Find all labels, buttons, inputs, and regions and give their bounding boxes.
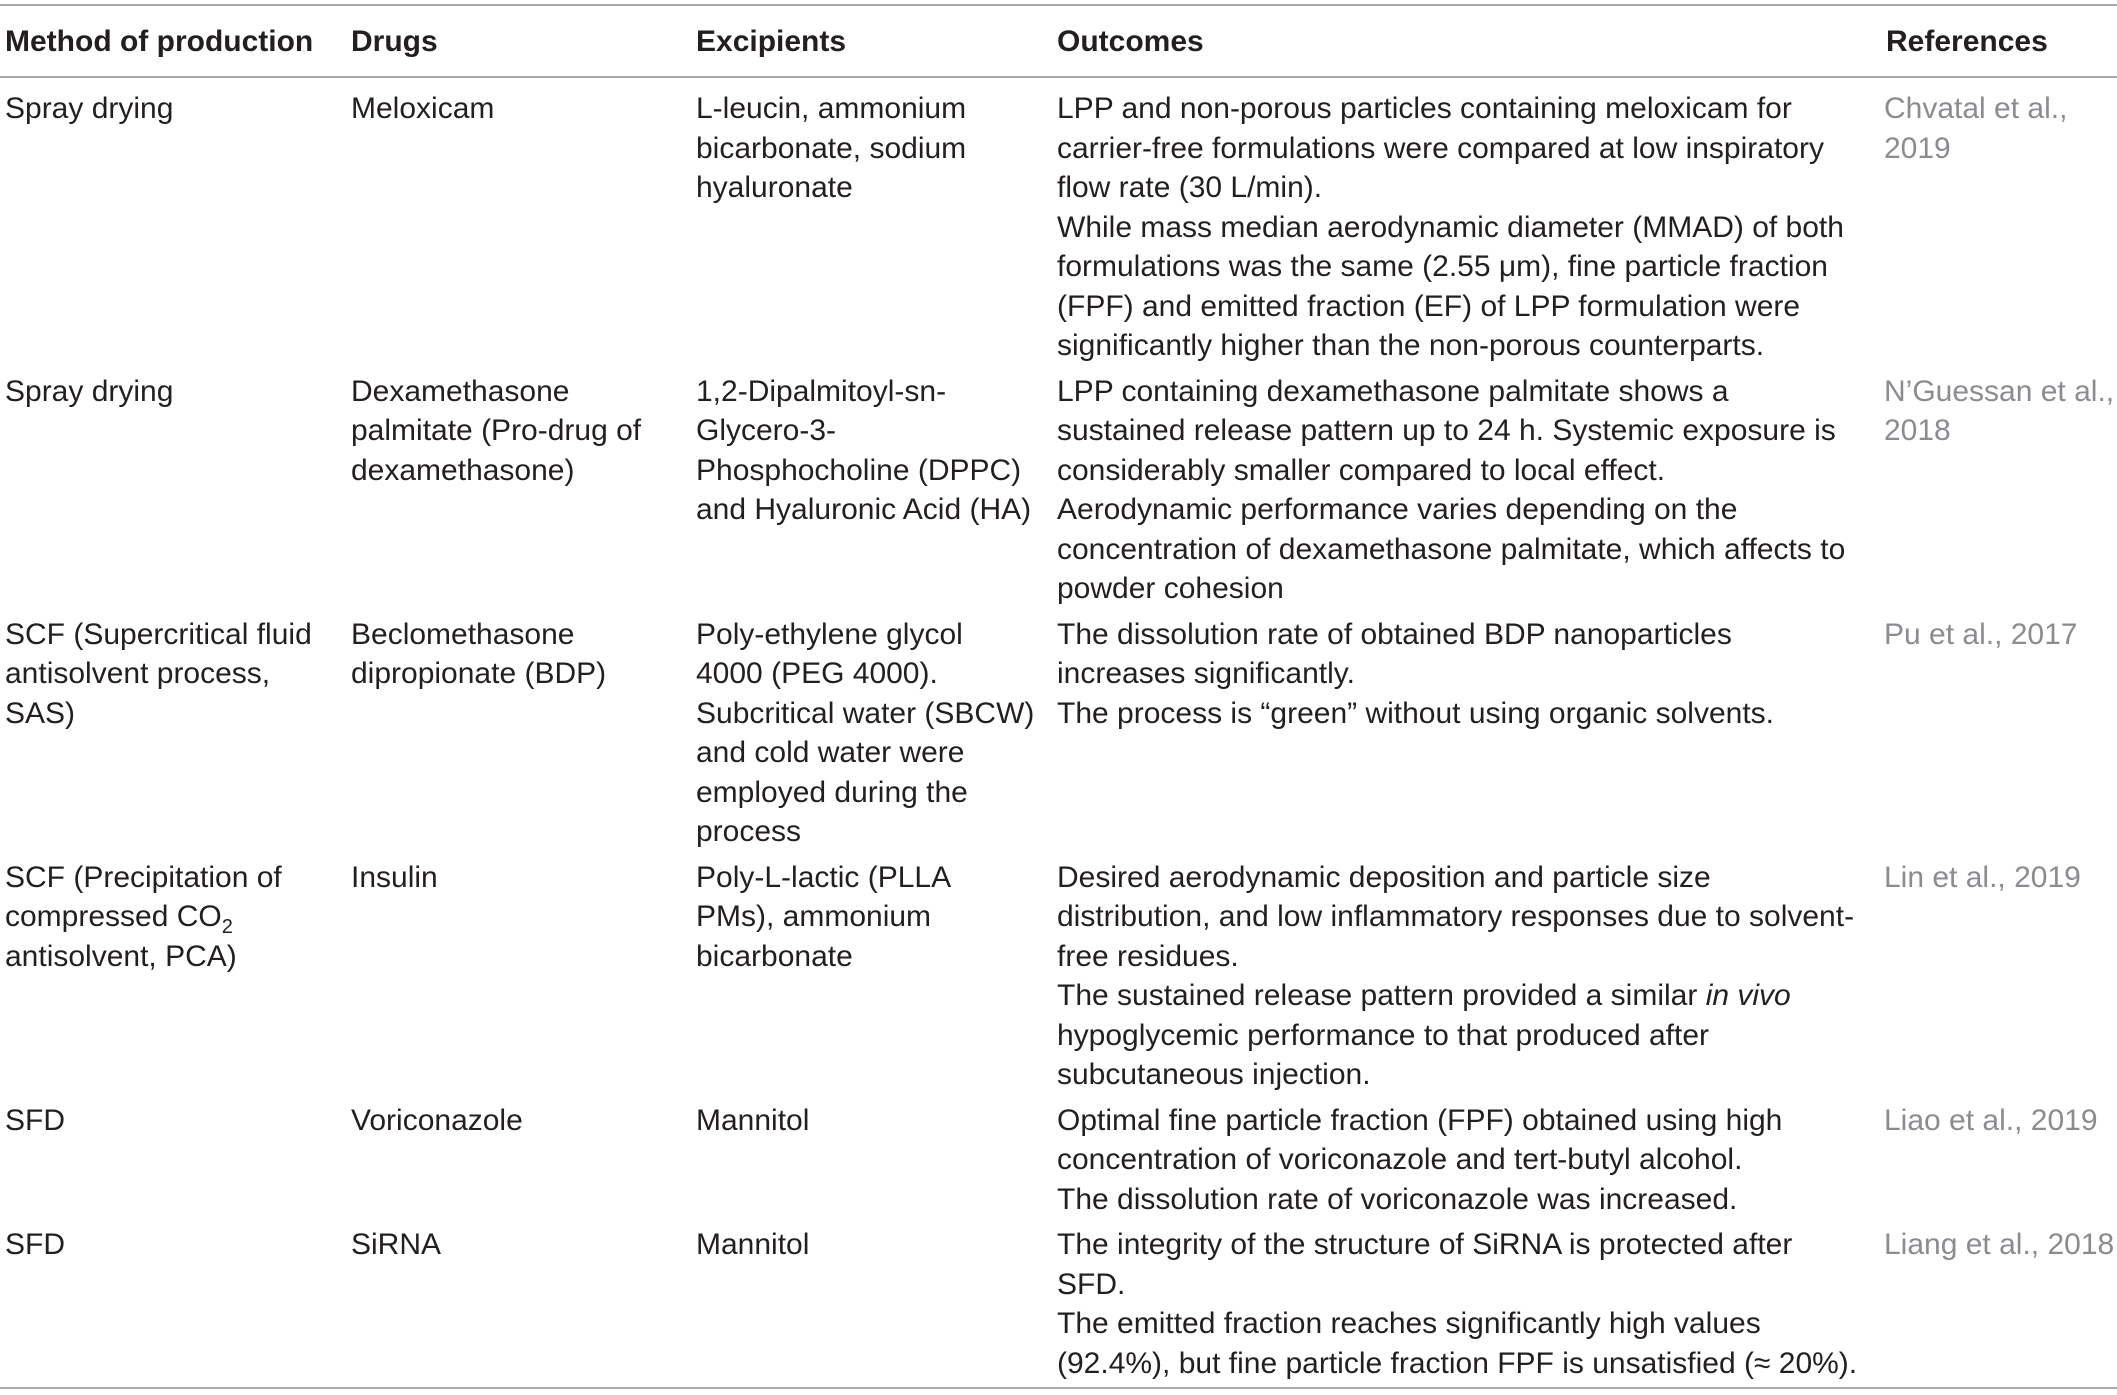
outcome-text: Aerodynamic performance varies depending on the concentration of dexamethasone palmitate, which affects to powder cohesion [1057, 493, 1846, 605]
reference-link[interactable]: Chvatal et al., 2019 [1884, 92, 2068, 165]
table-row [0, 1225, 2117, 1388]
table-row [0, 77, 2117, 372]
outcome-text: LPP containing dexamethasone palmitate shows a sustained release pattern up to 24 h. Systemic exposure is considerably smaller compared to local effect. [1057, 374, 1836, 487]
outcome-text: The dissolution rate of voriconazole was increased. [1057, 1182, 1738, 1216]
excipients-cell: 1,2-Dipalmitoyl-sn-Glycero-3-Phosphocholine (DPPC) and Hyaluronic Acid (HA) [696, 374, 1032, 526]
outcome-text: The process is “green” without using organic solvents. [1057, 696, 1775, 730]
outcomes-cell [1055, 1101, 1881, 1226]
table-row [0, 615, 2117, 858]
reference-link[interactable]: Liang et al., 2018 [1881, 1225, 2117, 1388]
production-methods-table [0, 4, 2117, 1389]
drug-cell: Dexamethasone palmitate (Pro-drug of dexamethasone) [351, 374, 642, 487]
excipients-cell: L-leucin, ammonium bicarbonate, sodium hyaluronate [696, 92, 967, 204]
reference-link[interactable]: Pu et al., 2017 [1884, 617, 2078, 651]
method-text-rest: antisolvent, PCA) [5, 939, 237, 973]
outcome-emphasis: in vivo [1705, 979, 1791, 1012]
outcome-text: While mass median aerodynamic diameter (MMAD) of both formulations was the same (2.55 μm), fine particle fraction (FPF) and emitted fraction (EF) of LPP formulation were significantly higher than the non-porous counterparts. [1057, 210, 1844, 362]
method-cell: SCF (Supercritical fluid antisolvent process, SAS) [5, 617, 312, 730]
excipients-cell: Poly-L-lactic (PLLA PMs), ammonium bicarbonate [696, 860, 950, 973]
outcome-text-part: hypoglycemic performance to that produced after subcutaneous injection. [1057, 1018, 1710, 1091]
drug-cell: Voriconazole [351, 1103, 523, 1137]
excipients-cell: Mannitol [691, 1225, 1055, 1388]
method-cell [0, 858, 346, 1101]
outcome-text: The dissolution rate of obtained BDP nanoparticles increases significantly. [1057, 617, 1732, 690]
outcome-text: LPP and non-porous particles containing meloxicam for carrier-free formulations were compared at low inspiratory flow rate (30 L/min). [1057, 92, 1824, 204]
drug-cell: SiRNA [346, 1225, 691, 1388]
reference-link[interactable]: N’Guessan et al., 2018 [1884, 374, 2115, 447]
header-references: References [1881, 5, 2117, 77]
table-row [0, 372, 2117, 615]
outcomes-cell [1055, 615, 1881, 858]
method-text: SCF (Precipitation of compressed CO [5, 860, 282, 933]
header-excipients: Excipients [691, 5, 1055, 77]
outcome-text: Optimal fine particle fraction (FPF) obtained using high concentration of voriconazole and tert-butyl alcohol. [1057, 1103, 1783, 1176]
outcomes-cell [1055, 372, 1881, 615]
outcome-text: The emitted fraction reaches significantly high values (92.4%), but fine particle fraction FPF is unsatisfied (≈ 20%). [1057, 1307, 1858, 1380]
header-outcomes: Outcomes [1055, 5, 1881, 77]
excipients-cell: Mannitol [696, 1103, 810, 1137]
table-body [0, 77, 2117, 1388]
header-drugs: Drugs [346, 5, 691, 77]
header-row [0, 5, 2117, 77]
drug-cell: Meloxicam [351, 92, 495, 125]
table-row [0, 1101, 2117, 1226]
outcomes-cell [1055, 858, 1881, 1101]
reference-link[interactable]: Liao et al., 2019 [1884, 1103, 2098, 1137]
method-cell: SFD [5, 1103, 65, 1137]
table-header [0, 5, 2117, 77]
reference-link[interactable]: Lin et al., 2019 [1884, 860, 2081, 894]
outcome-text: Desired aerodynamic deposition and particle size distribution, and low inflammatory responses due to solvent-free residues. [1057, 860, 1855, 973]
method-cell: Spray drying [5, 374, 174, 408]
header-method: Method of production [0, 5, 346, 77]
excipients-cell: Poly-ethylene glycol 4000 (PEG 4000). Subcritical water (SBCW) and cold water were employed during the process [696, 617, 1035, 848]
outcome-text: The integrity of the structure of SiRNA is protected after SFD. [1057, 1228, 1793, 1301]
table-row [0, 858, 2117, 1101]
outcomes-cell [1055, 1225, 1881, 1388]
drug-cell: Insulin [351, 860, 438, 894]
drug-cell: Beclomethasone dipropionate (BDP) [351, 617, 607, 690]
subscript-2: 2 [221, 916, 233, 938]
outcomes-cell [1055, 77, 1881, 372]
method-cell: Spray drying [5, 92, 174, 125]
outcome-text-part: The sustained release pattern provided a similar [1057, 979, 1706, 1012]
outcome-text [1057, 976, 1863, 1095]
method-cell: SFD [0, 1225, 346, 1388]
